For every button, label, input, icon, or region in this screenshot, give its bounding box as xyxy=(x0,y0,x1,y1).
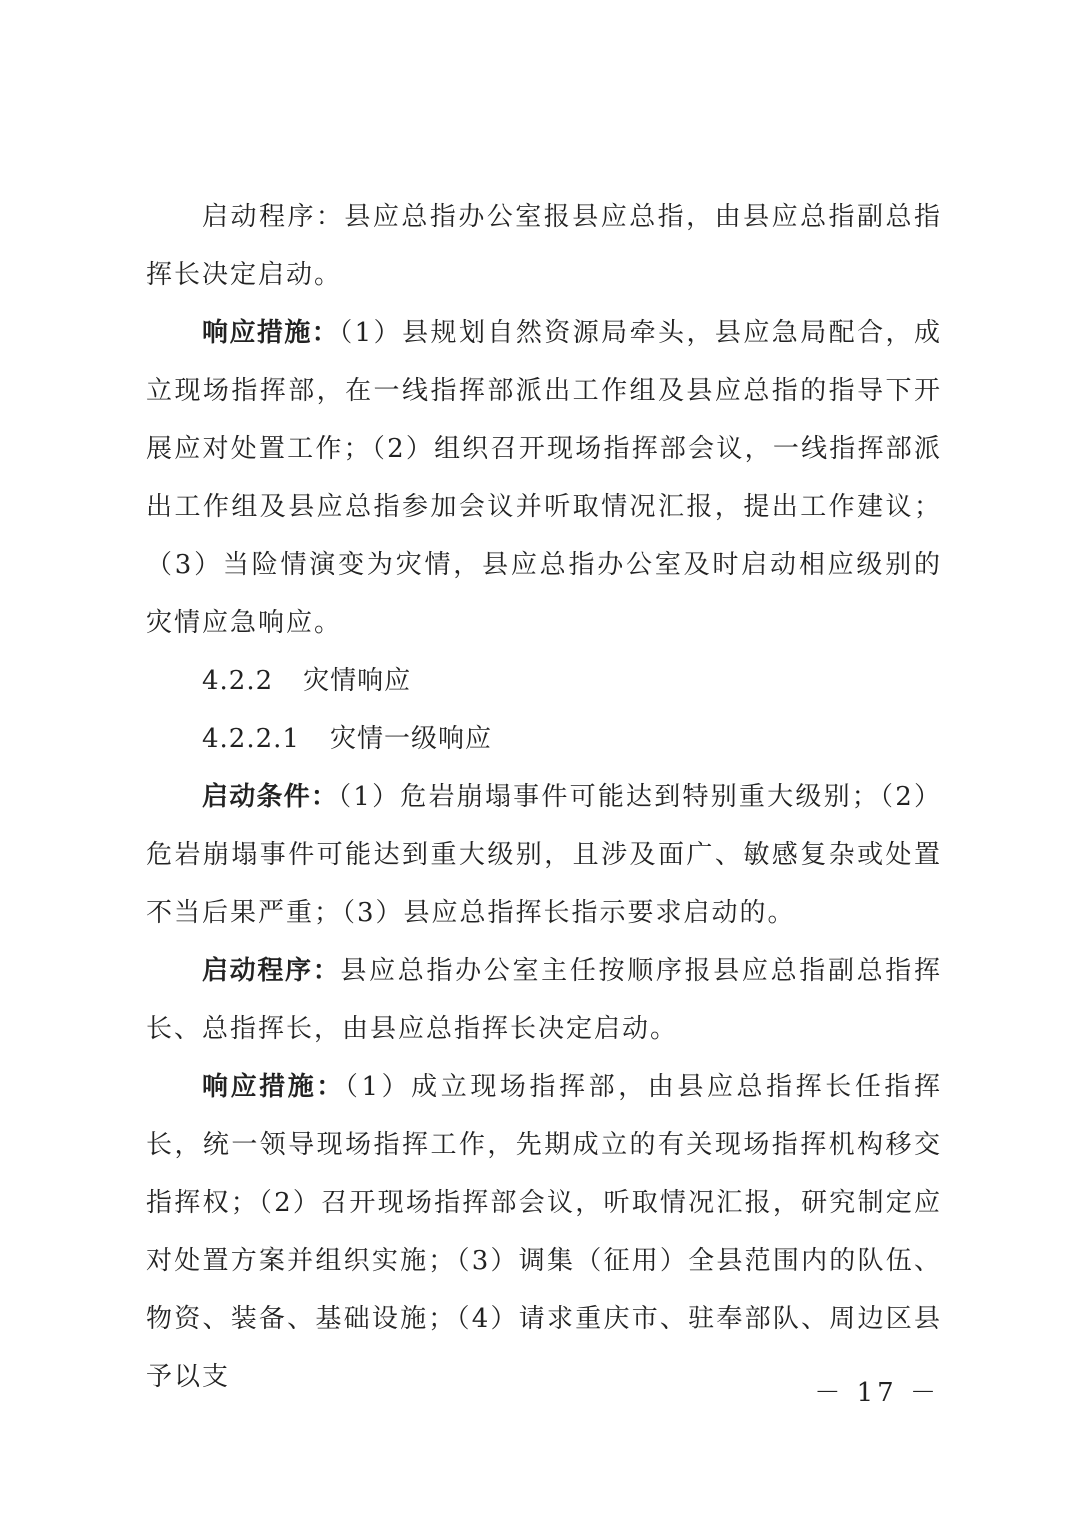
paragraph-startup-procedure xyxy=(146,188,942,304)
paragraph-text: （1）县规划自然资源局牵头，县应急局配合，成立现场指挥部，在一线指挥部派出工作组及县应总指的指导下开展应对处置工作；（2）组织召开现场指挥部会议，一线指挥部派出工作组及县应总指参加会议并听取情况汇报，提出工作建议；（3）当险情演变为灾情，县应总指办公室及时启动相应级别的灾情应急响应。 xyxy=(146,318,942,638)
paragraph-text: （1）成立现场指挥部，由县应总指挥长任指挥长，统一领导现场指挥工作，先期成立的有关现场指挥机构移交指挥权；（2）召开现场指挥部会议，听取情况汇报，研究制定应对处置方案并组织实施；（3）调集（征用）全县范围内的队伍、物资、装备、基础设施；（4）请求重庆市、驻奉部队、周边区县予以支 xyxy=(146,1072,942,1392)
paragraph-label: 启动程序： xyxy=(202,956,341,986)
document-body xyxy=(146,188,942,1406)
section-number: 4.2.2.1 xyxy=(202,724,300,754)
section-heading-4-2-2 xyxy=(146,652,942,710)
paragraph-text: 县应总指办公室主任按顺序报县应总指副总指挥长、总指挥长，由县应总指挥长决定启动。 xyxy=(146,956,942,1044)
paragraph-startup-procedure-level1 xyxy=(146,942,942,1058)
paragraph-text: （1）危岩崩塌事件可能达到特别重大级别；（2）危岩崩塌事件可能达到重大级别，且涉及面广、敏感复杂或处置不当后果严重；（3）县应总指挥长指示要求启动的。 xyxy=(146,782,942,928)
paragraph-response-measures-level1 xyxy=(146,1058,942,1406)
section-heading-4-2-2-1 xyxy=(146,710,942,768)
section-title: 灾情响应 xyxy=(303,666,412,696)
paragraph-label: 响应措施： xyxy=(202,318,340,348)
paragraph-label: 响应措施： xyxy=(202,1072,345,1102)
section-title: 灾情一级响应 xyxy=(329,724,492,754)
section-number: 4.2.2 xyxy=(202,666,274,696)
paragraph-startup-conditions xyxy=(146,768,942,942)
paragraph-label: 启动条件： xyxy=(202,782,339,812)
page-number: － 17 － xyxy=(814,1378,940,1408)
paragraph-response-measures xyxy=(146,304,942,652)
paragraph-text: 启动程序：县应总指办公室报县应总指，由县应总指副总指挥长决定启动。 xyxy=(146,202,942,290)
